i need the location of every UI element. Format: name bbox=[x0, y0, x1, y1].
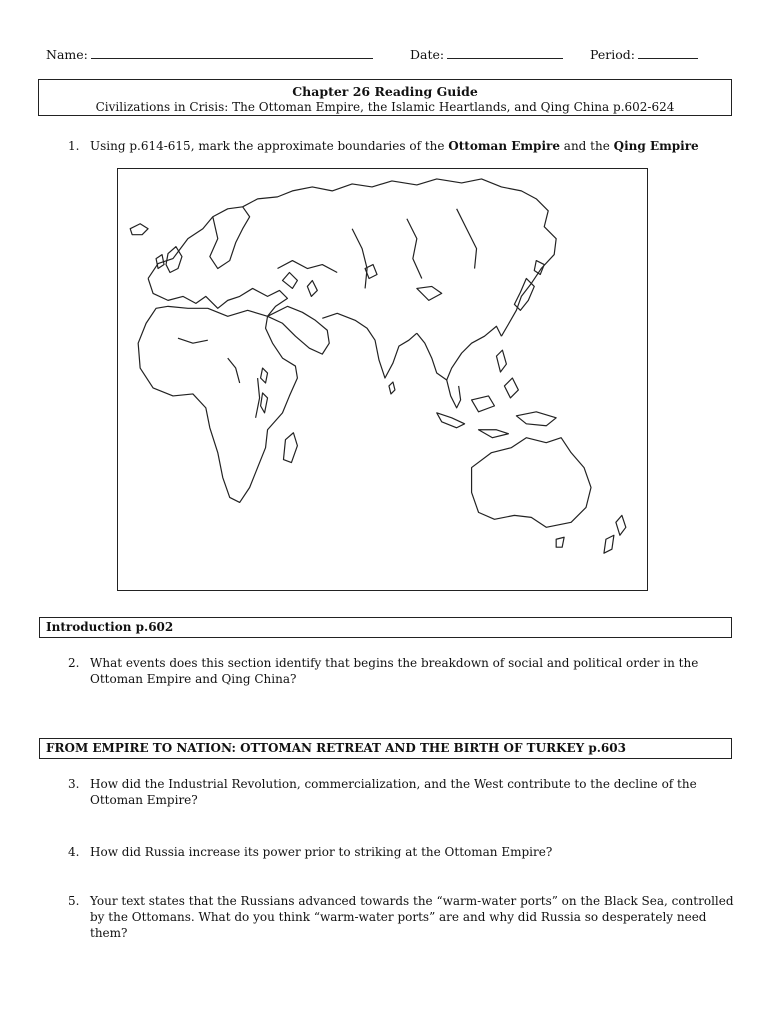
qing-empire-term: Qing Empire bbox=[613, 139, 699, 153]
question-text: What events does this section identify that begins the breakdown of social and political order in the Ottoman Empire and Qing China? bbox=[90, 656, 699, 686]
name-blank-line[interactable] bbox=[91, 47, 373, 59]
ottoman-empire-term: Ottoman Empire bbox=[448, 139, 560, 153]
period-label: Period: bbox=[590, 47, 635, 62]
date-blank-line[interactable] bbox=[447, 47, 563, 59]
question-number: 5. bbox=[68, 894, 80, 908]
question-number: 4. bbox=[68, 845, 80, 859]
period-blank-line[interactable] bbox=[638, 47, 698, 59]
section-introduction-header bbox=[39, 617, 732, 638]
question-number: 1. bbox=[68, 139, 80, 153]
name-label: Name: bbox=[46, 47, 88, 62]
name-field-row bbox=[46, 47, 373, 62]
period-field-row bbox=[590, 47, 698, 62]
question-number: 2. bbox=[68, 656, 80, 670]
section-empire-title: FROM EMPIRE TO NATION: OTTOMAN RETREAT AND THE BIRTH OF TURKEY p.603 bbox=[46, 741, 626, 755]
question-text: How did the Industrial Revolution, commercialization, and the West contribute to the decline of the Ottoman Empire? bbox=[90, 777, 697, 807]
date-label: Date: bbox=[410, 47, 445, 62]
chapter-title: Chapter 26 Reading Guide bbox=[292, 84, 478, 99]
chapter-subtitle: Civilizations in Crisis: The Ottoman Empire, the Islamic Heartlands, and Qing China p.602-624 bbox=[95, 100, 675, 114]
section-empire-header bbox=[39, 738, 732, 759]
section-introduction-title: Introduction p.602 bbox=[46, 620, 174, 634]
title-box bbox=[38, 79, 732, 116]
date-field-row bbox=[410, 47, 563, 62]
question-number: 3. bbox=[68, 777, 80, 791]
question-text: Using p.614-615, mark the approximate boundaries of the Ottoman Empire and the Qing Empire bbox=[90, 139, 699, 153]
eastern-hemisphere-map bbox=[118, 169, 647, 590]
outline-map-icon[interactable] bbox=[117, 168, 648, 591]
question-text: How did Russia increase its power prior to striking at the Ottoman Empire? bbox=[90, 845, 553, 859]
question-text: Your text states that the Russians advanced towards the “warm-water ports” on the Black Sea, controlled by the Ottomans. What do you think “warm-water ports” are and why did Russia so desperately need them? bbox=[90, 894, 734, 940]
